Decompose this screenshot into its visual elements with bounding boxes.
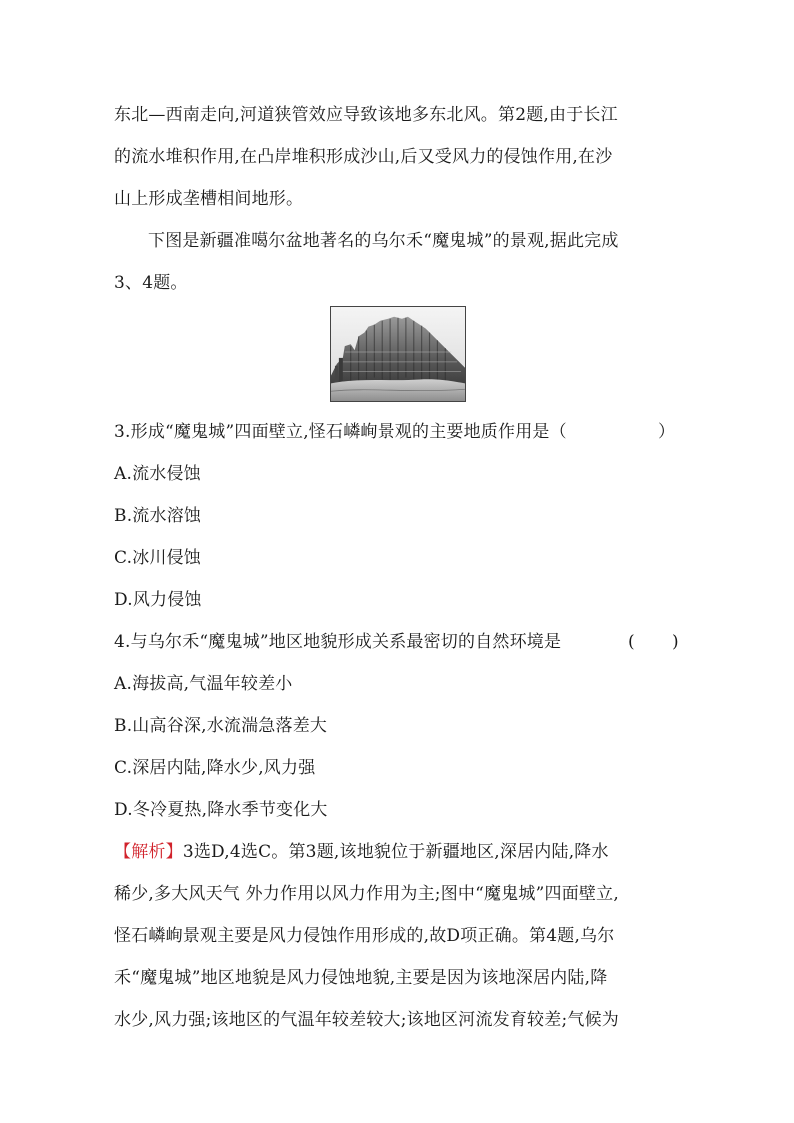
passage-line: 山上形成垄槽相间地形。 [114, 189, 304, 209]
question-3-option-b: B.流水溶蚀 [114, 506, 202, 526]
question-4-option-b: B.山高谷深,水流湍急落差大 [114, 716, 328, 736]
analysis-tag: 【解析】 [114, 842, 183, 862]
passage-line: 的流水堆积作用,在凸岸堆积形成沙山,后又受风力的侵蚀作用,在沙 [114, 147, 613, 167]
landscape-photo [330, 306, 466, 402]
question-4-answer-close: ) [672, 632, 679, 652]
intro-line: 下图是新疆准噶尔盆地著名的乌尔禾“魔鬼城”的景观,据此完成 [148, 231, 619, 251]
landscape-illustration [331, 307, 465, 401]
question-4-option-d: D.冬冷夏热,降水季节变化大 [114, 800, 328, 820]
question-3-stem: 3.形成“魔鬼城”四面壁立,怪石嶙峋景观的主要地质作用是（ [114, 422, 567, 442]
analysis-line: 怪石嶙峋景观主要是风力侵蚀作用形成的,故D项正确。第4题,乌尔 [114, 926, 615, 946]
analysis-line: 禾“魔鬼城”地区地貌是风力侵蚀地貌,主要是因为该地深居内陆,降 [114, 968, 608, 988]
question-3-option-a: A.流水侵蚀 [114, 464, 201, 484]
intro-line: 3、4题。 [114, 273, 188, 293]
analysis-line: 水少,风力强;该地区的气温年较差较大;该地区河流发育较差;气候为 [114, 1010, 619, 1030]
passage-line: 东北—西南走向,河道狭管效应导致该地多东北风。第2题,由于长江 [114, 105, 618, 125]
question-3-option-c: C.冰川侵蚀 [114, 548, 202, 568]
question-4-option-a: A.海拔高,气温年较差小 [114, 674, 293, 694]
question-4-stem: 4.与乌尔禾“魔鬼城”地区地貌形成关系最密切的自然环境是 [114, 632, 562, 652]
question-3-option-d: D.风力侵蚀 [114, 590, 202, 610]
question-4-answer-open: ( [628, 632, 635, 652]
question-4-option-c: C.深居内陆,降水少,风力强 [114, 758, 316, 778]
analysis-line: 稀少,多大风天气 外力作用以风力作用为主;图中“魔鬼城”四面壁立, [114, 884, 619, 904]
analysis-first-line [114, 840, 684, 864]
question-3-answer-close: ） [658, 422, 675, 442]
analysis-text: 3选D,4选C。第3题,该地貌位于新疆地区,深居内陆,降水 [182, 842, 609, 862]
